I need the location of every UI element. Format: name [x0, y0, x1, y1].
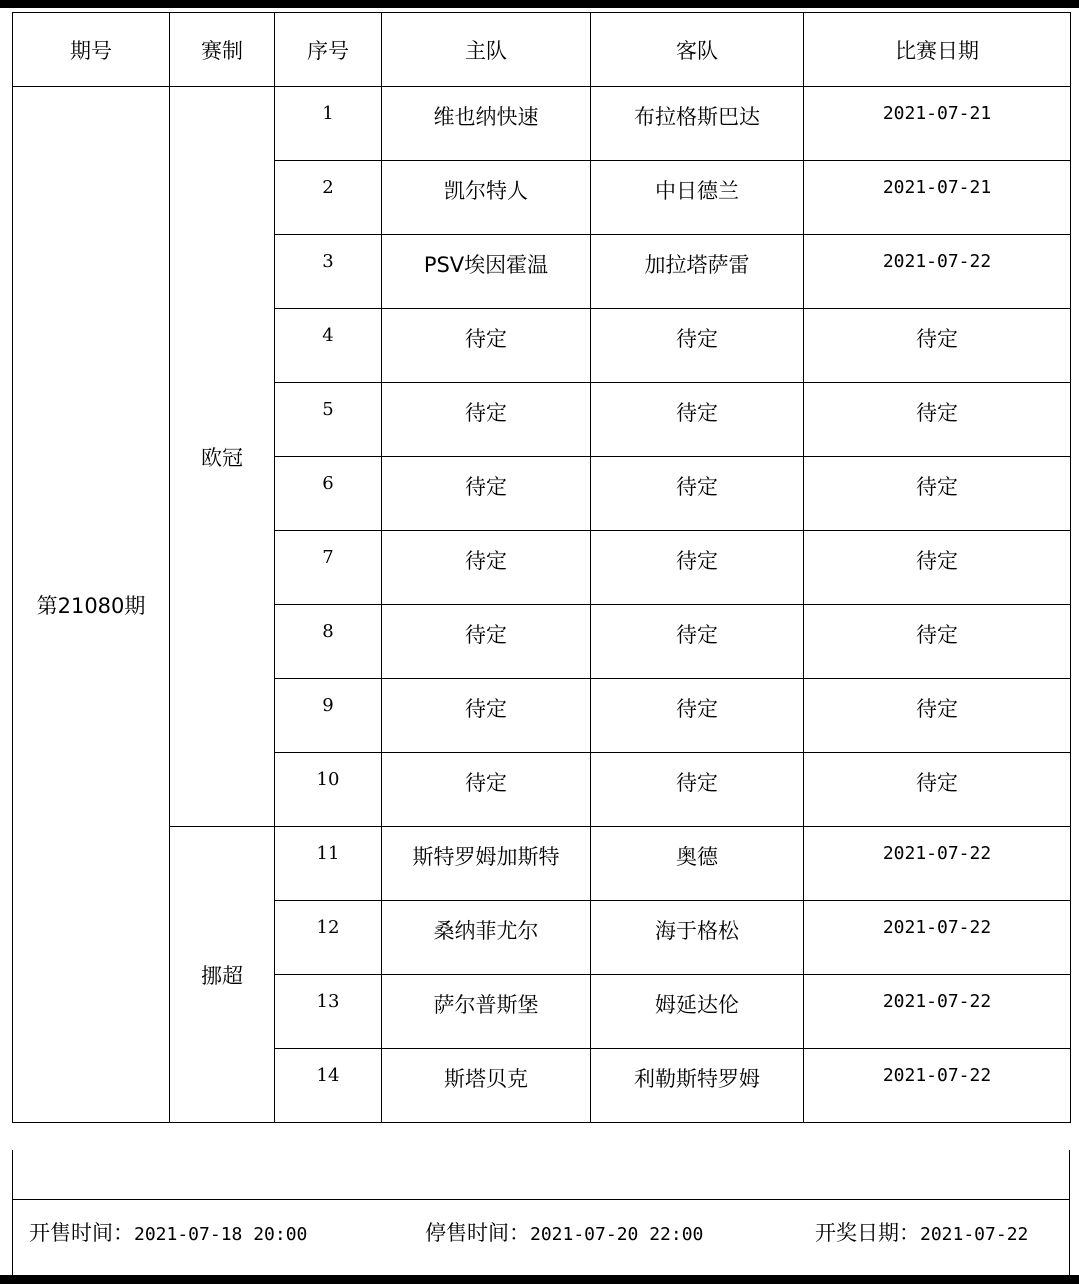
num-cell: 1	[275, 87, 382, 161]
header-league: 赛制	[170, 13, 275, 87]
num-cell: 10	[275, 753, 382, 827]
period-cell: 第21080期	[13, 87, 170, 1123]
footer-spacer	[12, 1150, 1070, 1200]
match-schedule-table	[12, 12, 1071, 1123]
away-cell: 布拉格斯巴达	[591, 87, 804, 161]
header-row	[13, 13, 1071, 87]
date-cell: 待定	[804, 753, 1071, 827]
num-cell: 9	[275, 679, 382, 753]
schedule-page	[0, 8, 1079, 1275]
num-cell: 4	[275, 309, 382, 383]
away-cell: 待定	[591, 679, 804, 753]
header-away: 客队	[591, 13, 804, 87]
away-cell: 加拉塔萨雷	[591, 235, 804, 309]
home-cell: 待定	[382, 457, 591, 531]
home-cell: 待定	[382, 531, 591, 605]
sale-start-label: 开售时间：	[29, 1221, 134, 1245]
home-cell: 萨尔普斯堡	[382, 975, 591, 1049]
away-cell: 奥德	[591, 827, 804, 901]
header-date: 比赛日期	[804, 13, 1071, 87]
date-cell: 待定	[804, 309, 1071, 383]
num-cell: 7	[275, 531, 382, 605]
draw-date-info	[815, 1217, 1028, 1247]
date-cell: 待定	[804, 679, 1071, 753]
num-cell: 13	[275, 975, 382, 1049]
draw-date-label: 开奖日期：	[815, 1221, 920, 1245]
num-cell: 12	[275, 901, 382, 975]
league-cell-ucl: 欧冠	[170, 87, 275, 827]
num-cell: 8	[275, 605, 382, 679]
num-cell: 14	[275, 1049, 382, 1123]
home-cell: 待定	[382, 309, 591, 383]
header-period: 期号	[13, 13, 170, 87]
num-cell: 2	[275, 161, 382, 235]
header-home: 主队	[382, 13, 591, 87]
sale-end-info	[425, 1217, 703, 1247]
away-cell: 姆延达伦	[591, 975, 804, 1049]
date-cell: 2021-07-22	[804, 901, 1071, 975]
date-cell: 2021-07-21	[804, 87, 1071, 161]
home-cell: 斯特罗姆加斯特	[382, 827, 591, 901]
home-cell: 待定	[382, 605, 591, 679]
home-cell: PSV埃因霍温	[382, 235, 591, 309]
away-cell: 待定	[591, 753, 804, 827]
date-cell: 2021-07-22	[804, 975, 1071, 1049]
date-cell: 待定	[804, 383, 1071, 457]
table-row	[13, 827, 1071, 901]
date-cell: 待定	[804, 457, 1071, 531]
home-cell: 凯尔特人	[382, 161, 591, 235]
home-cell: 斯塔贝克	[382, 1049, 591, 1123]
sale-end-label: 停售时间：	[425, 1221, 530, 1245]
date-cell: 2021-07-21	[804, 161, 1071, 235]
away-cell: 利勒斯特罗姆	[591, 1049, 804, 1123]
sale-start-info	[29, 1217, 307, 1247]
date-cell: 待定	[804, 605, 1071, 679]
league-cell-nor: 挪超	[170, 827, 275, 1123]
table-row	[13, 87, 1071, 161]
away-cell: 待定	[591, 531, 804, 605]
num-cell: 5	[275, 383, 382, 457]
home-cell: 维也纳快速	[382, 87, 591, 161]
sale-start-value: 2021-07-18 20:00	[134, 1224, 308, 1245]
draw-date-value: 2021-07-22	[920, 1224, 1029, 1245]
home-cell: 待定	[382, 753, 591, 827]
date-cell: 2021-07-22	[804, 827, 1071, 901]
away-cell: 待定	[591, 457, 804, 531]
date-cell: 2021-07-22	[804, 1049, 1071, 1123]
header-num: 序号	[275, 13, 382, 87]
home-cell: 桑纳菲尤尔	[382, 901, 591, 975]
sale-end-value: 2021-07-20 22:00	[530, 1224, 704, 1245]
date-cell: 待定	[804, 531, 1071, 605]
date-cell: 2021-07-22	[804, 235, 1071, 309]
away-cell: 待定	[591, 309, 804, 383]
away-cell: 待定	[591, 605, 804, 679]
num-cell: 11	[275, 827, 382, 901]
home-cell: 待定	[382, 679, 591, 753]
away-cell: 海于格松	[591, 901, 804, 975]
sale-info-bar	[12, 1199, 1070, 1275]
num-cell: 6	[275, 457, 382, 531]
away-cell: 中日德兰	[591, 161, 804, 235]
num-cell: 3	[275, 235, 382, 309]
home-cell: 待定	[382, 383, 591, 457]
away-cell: 待定	[591, 383, 804, 457]
